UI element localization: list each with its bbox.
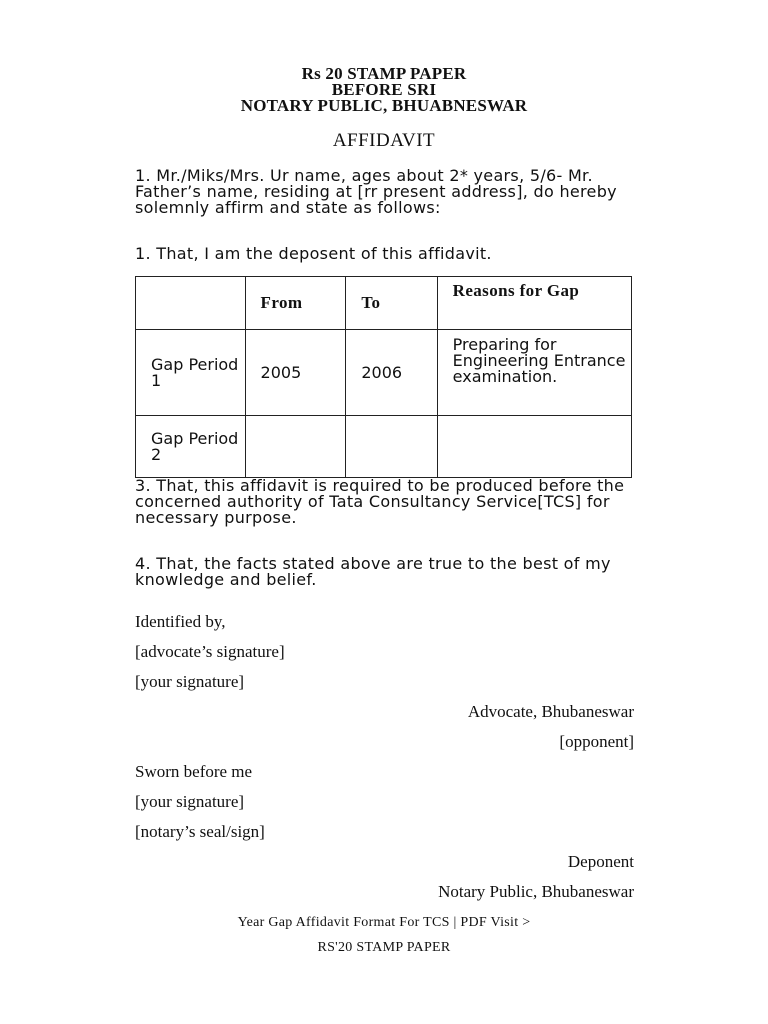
advocate-signature-placeholder: [advocate’s signature] [135, 642, 285, 661]
footer-line-2: RS'20 STAMP PAPER [317, 940, 451, 955]
table-row [136, 330, 632, 416]
paragraph-1: 1. That, I am the deposent of this affidavit. [135, 244, 492, 263]
footer-line-1: Year Gap Affidavit Format For TCS | PDF Visit > [237, 915, 531, 930]
table-header-row [136, 277, 632, 330]
paragraph-4: 4. That, the facts stated above are true to the best of my knowledge and belief. [135, 554, 611, 589]
intro-paragraph: 1. Mr./Miks/Mrs. Ur name, ages about 2* years, 5/6- Mr. Father’s name, residing at [rr present address], do hereby solemnly affirm and state as follows: [135, 166, 617, 217]
table-header-cell: To [346, 277, 437, 330]
table-header-cell [136, 277, 246, 330]
table-row [136, 416, 632, 478]
header-notary-public: NOTARY PUBLIC, BHUABNESWAR [240, 96, 528, 115]
notary-place-label: Notary Public, Bhubaneswar [438, 882, 634, 901]
table-cell [346, 416, 437, 478]
identified-by-label: Identified by, [135, 612, 226, 631]
opponent-label: [opponent] [559, 732, 634, 751]
table-cell: Gap Period 1 [136, 330, 246, 416]
table-cell: 2006 [346, 330, 437, 416]
sworn-before-label: Sworn before me [135, 762, 253, 781]
advocate-place-label: Advocate, Bhubaneswar [467, 702, 634, 721]
your-signature-placeholder: [your signature] [135, 672, 245, 691]
table-header-cell: Reasons for Gap [437, 277, 631, 330]
notary-seal-placeholder: [notary’s seal/sign] [135, 822, 265, 841]
document-header [0, 66, 768, 114]
header-before-sri: BEFORE SRI [331, 80, 437, 99]
gap-period-table [135, 276, 632, 478]
deponent-label: Deponent [567, 852, 634, 871]
table-cell: 2005 [245, 330, 346, 416]
document-title: AFFIDAVIT [332, 130, 436, 151]
header-stamp-paper: Rs 20 STAMP PAPER [301, 64, 467, 83]
table-header-cell: From [245, 277, 346, 330]
table-cell [245, 416, 346, 478]
table-cell: Gap Period 2 [136, 416, 246, 478]
your-signature-placeholder: [your signature] [135, 792, 245, 811]
table-cell: Preparing for Engineering Entrance examination. [437, 330, 631, 416]
table-cell [437, 416, 631, 478]
paragraph-3: 3. That, this affidavit is required to be produced before the concerned authority of Tata Consultancy Service[TCS] for necessary purpose. [135, 476, 625, 527]
